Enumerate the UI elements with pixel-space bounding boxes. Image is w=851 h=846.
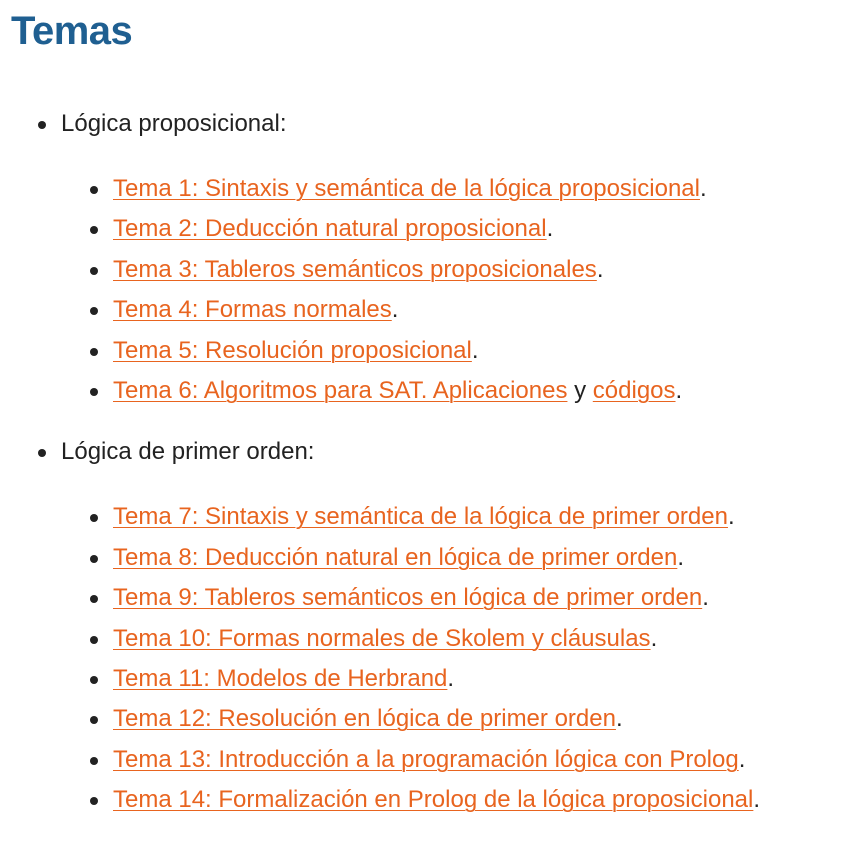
- topic-link-10[interactable]: Tema 10: Formas normales de Skolem y cláusulas: [113, 624, 651, 652]
- punctuation: .: [447, 665, 455, 693]
- punctuation: .: [699, 175, 707, 202]
- topic-list: [61, 497, 851, 820]
- topic-link-4[interactable]: Tema 4: Formas normales: [113, 296, 392, 324]
- list-item: [61, 780, 851, 820]
- punctuation: .: [615, 705, 623, 733]
- topic-link-3[interactable]: Tema 3: Tableros semánticos proposicionales: [113, 255, 597, 283]
- punctuation: .: [702, 584, 709, 612]
- punctuation: .: [677, 543, 684, 571]
- punctuation: .: [471, 336, 479, 364]
- list-item: [61, 290, 851, 330]
- punctuation: .: [596, 255, 604, 283]
- list-item: [61, 169, 851, 209]
- punctuation: .: [675, 377, 683, 405]
- section-label: Lógica de primer orden:: [61, 438, 315, 466]
- list-item: [61, 209, 851, 249]
- punctuation: .: [727, 503, 735, 531]
- page-title: Temas: [11, 9, 133, 53]
- topic-link-13[interactable]: Tema 13: Introducción a la programación lógica con Prolog: [113, 745, 739, 773]
- topic-link-7[interactable]: Tema 7: Sintaxis y semántica de la lógica de primer orden: [113, 503, 728, 531]
- punctuation: .: [738, 745, 746, 773]
- topic-link-12[interactable]: Tema 12: Resolución en lógica de primer orden: [113, 705, 616, 733]
- topic-link-2[interactable]: Tema 2: Deducción natural proposicional: [113, 215, 547, 243]
- topic-link-5[interactable]: Tema 5: Resolución proposicional: [113, 336, 472, 364]
- connector-text: y: [567, 377, 593, 405]
- punctuation: .: [546, 215, 554, 243]
- punctuation: .: [391, 296, 399, 324]
- list-item: [61, 371, 851, 411]
- list-item: [61, 578, 851, 618]
- list-item: [61, 250, 851, 290]
- codes-link[interactable]: códigos: [592, 377, 676, 405]
- list-item: [61, 740, 851, 780]
- section-first-order-logic: [0, 432, 851, 820]
- topic-link-6[interactable]: Tema 6: Algoritmos para SAT. Aplicaciones: [113, 377, 568, 405]
- topic-list: [61, 169, 851, 411]
- topic-link-11[interactable]: Tema 11: Modelos de Herbrand: [113, 665, 448, 693]
- section-label: Lógica proposicional:: [61, 110, 287, 137]
- punctuation: .: [753, 786, 761, 814]
- list-item: [61, 699, 851, 739]
- topic-sections-list: [0, 104, 851, 821]
- topic-link-1[interactable]: Tema 1: Sintaxis y semántica de la lógica proposicional: [113, 175, 700, 202]
- list-item: [61, 331, 851, 371]
- topic-link-14[interactable]: Tema 14: Formalización en Prolog de la lógica proposicional: [113, 786, 754, 814]
- list-item: [61, 538, 851, 578]
- punctuation: .: [650, 624, 658, 652]
- list-item: [61, 619, 851, 659]
- topic-link-9[interactable]: Tema 9: Tableros semánticos en lógica de primer orden: [113, 584, 703, 612]
- list-item: [61, 497, 851, 537]
- section-propositional-logic: [0, 104, 851, 411]
- list-item: [61, 659, 851, 699]
- topic-link-8[interactable]: Tema 8: Deducción natural en lógica de primer orden: [113, 543, 678, 571]
